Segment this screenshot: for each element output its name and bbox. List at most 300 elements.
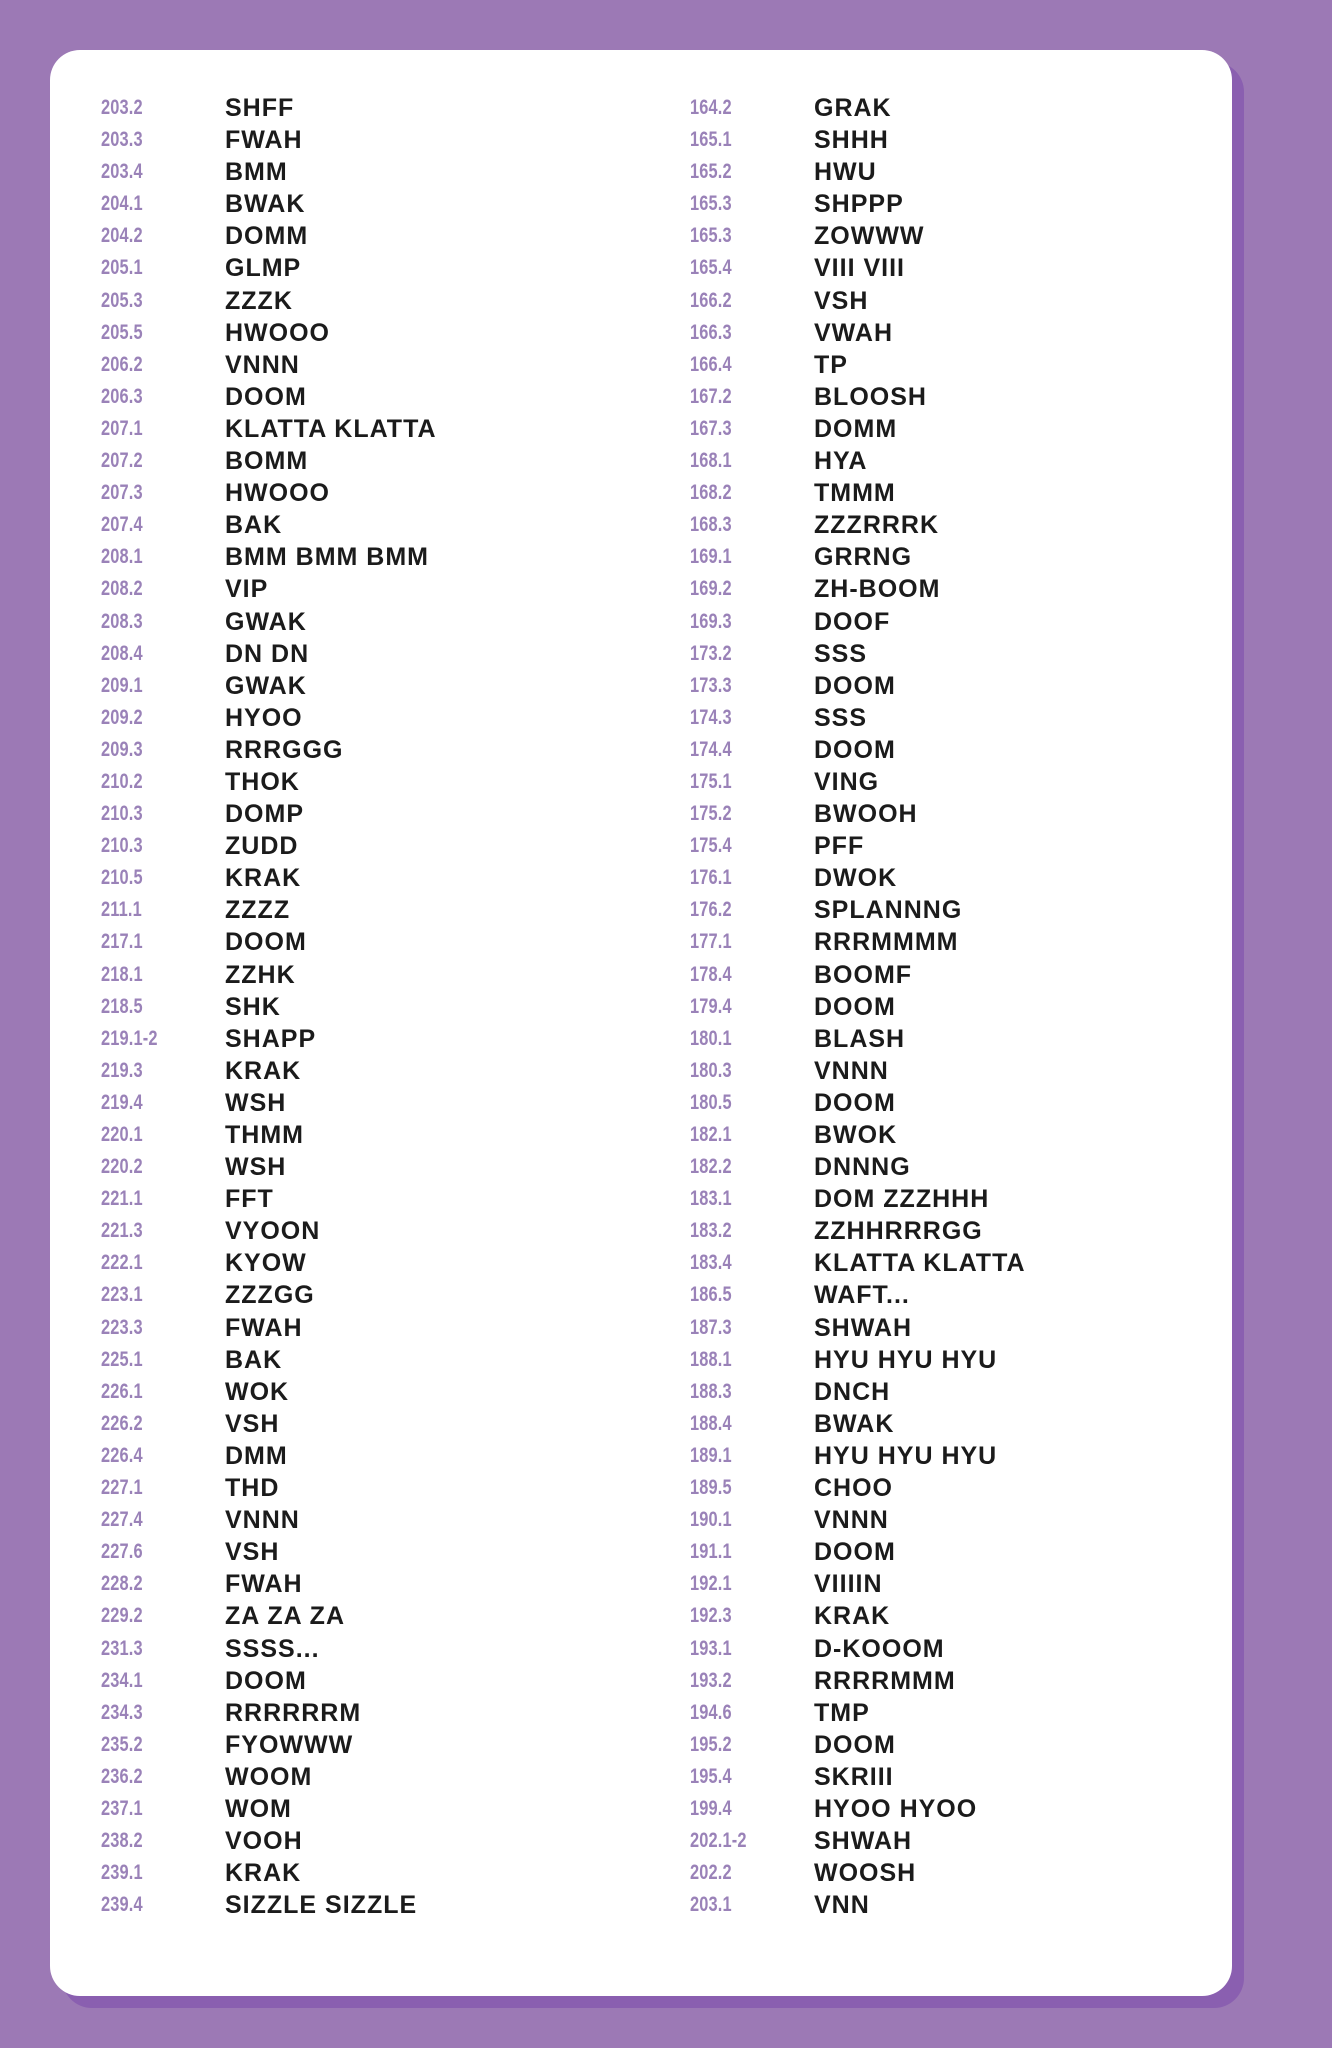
sfx-entry: [101, 1312, 621, 1344]
page-panel-ref: 176.1: [690, 866, 732, 890]
sfx-entry: [101, 1857, 621, 1889]
sfx-entry: [101, 1023, 621, 1055]
sfx-entry: [690, 1536, 1210, 1568]
sound-effect: HYU HYU HYU: [814, 1345, 998, 1374]
sfx-entry: [690, 1087, 1210, 1119]
sound-effect: WOM: [225, 1794, 292, 1823]
page-panel-ref: 168.2: [690, 481, 732, 505]
page-panel-ref: 173.3: [690, 673, 732, 697]
sfx-entry: [101, 477, 621, 509]
sfx-entry: [690, 381, 1210, 413]
sound-effect: WSH: [225, 1088, 287, 1117]
sfx-entry: [690, 606, 1210, 638]
page-panel-ref: 234.3: [101, 1700, 143, 1724]
sfx-entry: [101, 349, 621, 381]
page-panel-ref: 239.1: [101, 1861, 143, 1885]
page-panel-ref: 208.4: [101, 641, 143, 665]
page-panel-ref: 180.1: [690, 1026, 732, 1050]
sound-effect: TMP: [814, 1698, 870, 1727]
sfx-entry: [101, 1279, 621, 1311]
sound-effect: TP: [814, 350, 848, 379]
page-panel-ref: 208.2: [101, 577, 143, 601]
page-panel-ref: 169.2: [690, 577, 732, 601]
sfx-entry: [690, 1504, 1210, 1536]
sound-effect: BWAK: [814, 1409, 895, 1438]
sound-effect: BWOK: [814, 1121, 898, 1149]
page-panel-ref: 218.5: [101, 994, 143, 1018]
page-panel-ref: 166.3: [690, 320, 732, 344]
sound-effect: RRRRMMM: [814, 1666, 956, 1695]
page-panel-ref: 226.2: [101, 1411, 143, 1435]
page-panel-ref: 221.3: [101, 1219, 143, 1243]
sound-effect: SHHH: [814, 126, 889, 155]
sfx-entry: [101, 1055, 621, 1087]
sfx-entry: [690, 1761, 1210, 1793]
sound-effect: HWOOO: [225, 479, 330, 508]
sfx-entry: [690, 1312, 1210, 1344]
sound-effect: HWOOO: [225, 318, 330, 347]
sfx-entry: [690, 1793, 1210, 1825]
page-panel-ref: 194.6: [690, 1700, 732, 1724]
sound-effect: ZZZGG: [225, 1281, 315, 1310]
sfx-entry: [690, 1055, 1210, 1087]
page-panel-ref: 227.4: [101, 1508, 143, 1532]
page-panel-ref: 223.3: [101, 1315, 143, 1339]
page-panel-ref: 239.4: [101, 1893, 143, 1917]
page-panel-ref: 207.3: [101, 481, 143, 505]
sound-effect: WAFT...: [814, 1281, 910, 1310]
page-panel-ref: 188.1: [690, 1347, 732, 1371]
sound-effect: BAK: [225, 1345, 283, 1374]
sfx-entry: [101, 1665, 621, 1697]
sound-effect: VNNN: [814, 1506, 889, 1535]
sound-effect: DOOM: [814, 1538, 896, 1567]
page-panel-ref: 205.5: [101, 320, 143, 344]
sfx-entry: [690, 220, 1210, 252]
page-panel-ref: 222.1: [101, 1251, 143, 1275]
page-panel-ref: 168.1: [690, 449, 732, 473]
sound-effect: RRRRRRM: [225, 1698, 362, 1727]
page-panel-ref: 219.3: [101, 1058, 143, 1082]
sfx-entry: [690, 991, 1210, 1023]
sound-effect: SSS: [814, 639, 868, 668]
sfx-entry: [101, 1215, 621, 1247]
sfx-entry: [690, 638, 1210, 670]
sound-effect: KRAK: [814, 1602, 891, 1631]
sound-effect: DWOK: [814, 864, 898, 893]
page-panel-ref: 202.1-2: [690, 1829, 747, 1853]
sfx-entry: [101, 894, 621, 926]
page-panel-ref: 174.4: [690, 737, 732, 761]
sfx-entry: [690, 894, 1210, 926]
sfx-entry: [690, 445, 1210, 477]
page-panel-ref: 208.1: [101, 545, 143, 569]
sound-effect: BWAK: [225, 190, 306, 219]
page-panel-ref: 204.1: [101, 192, 143, 216]
page-panel-ref: 206.3: [101, 384, 143, 408]
sound-effect: VSH: [225, 1409, 280, 1438]
sfx-entry: [690, 734, 1210, 766]
sfx-entry: [690, 1665, 1210, 1697]
sound-effect: GRAK: [814, 94, 892, 122]
sound-effect: VIP: [225, 575, 269, 604]
sfx-entry: [690, 1568, 1210, 1600]
page-panel-ref: 234.1: [101, 1668, 143, 1692]
sfx-entry: [101, 766, 621, 798]
page-panel-ref: 203.1: [690, 1893, 732, 1917]
sfx-entry: [101, 1151, 621, 1183]
sfx-entry: [690, 766, 1210, 798]
sfx-entry: [690, 670, 1210, 702]
sound-effect: D-KOOOM: [814, 1634, 945, 1663]
page-panel-ref: 182.2: [690, 1155, 732, 1179]
page-panel-ref: 209.3: [101, 737, 143, 761]
page-panel-ref: 223.1: [101, 1283, 143, 1307]
sfx-entry: [690, 1344, 1210, 1376]
sound-effect: BOOMF: [814, 960, 913, 989]
sound-effect: ZZZRRRK: [814, 511, 940, 540]
page-panel-ref: 169.1: [690, 545, 732, 569]
page-panel-ref: 207.1: [101, 416, 143, 440]
sound-effect: KRAK: [225, 1056, 302, 1085]
sfx-entry: [101, 1247, 621, 1279]
sound-effect: FFT: [225, 1185, 274, 1214]
sfx-entry: [690, 702, 1210, 734]
page-panel-ref: 178.4: [690, 962, 732, 986]
page-panel-ref: 210.2: [101, 769, 143, 793]
page-panel-ref: 175.1: [690, 769, 732, 793]
sound-effect: ZUDD: [225, 832, 299, 861]
sfx-entry: [690, 1023, 1210, 1055]
sfx-entry: [690, 1825, 1210, 1857]
sfx-entry: [690, 188, 1210, 220]
page-panel-ref: 182.1: [690, 1123, 732, 1146]
sfx-entry: [101, 991, 621, 1023]
sound-effect: THMM: [225, 1121, 304, 1149]
sfx-entry: [101, 862, 621, 894]
sound-effect: FWAH: [225, 126, 303, 155]
sfx-entry: [690, 349, 1210, 381]
sound-effect: SSSS...: [225, 1634, 320, 1663]
page-panel-ref: 188.3: [690, 1379, 732, 1403]
sfx-entry: [101, 1889, 621, 1921]
sfx-entry: [690, 252, 1210, 284]
sfx-entry: [101, 220, 621, 252]
sfx-entry: [690, 1600, 1210, 1632]
page-panel-ref: 199.4: [690, 1796, 732, 1820]
page-panel-ref: 203.4: [101, 160, 143, 184]
page-panel-ref: 166.2: [690, 288, 732, 312]
sound-effect: SHWAH: [814, 1827, 913, 1856]
page-panel-ref: 210.3: [101, 834, 143, 858]
page-panel-ref: 209.1: [101, 673, 143, 697]
sfx-entry: [101, 1600, 621, 1632]
sfx-entry: [101, 670, 621, 702]
page-panel-ref: 226.4: [101, 1443, 143, 1467]
sound-effect: BLOOSH: [814, 382, 927, 411]
sound-effect: DOOM: [814, 671, 896, 700]
page-panel-ref: 189.1: [690, 1443, 732, 1467]
page-panel-ref: 227.6: [101, 1540, 143, 1564]
sound-effect: SSS: [814, 703, 868, 732]
sfx-entry: [101, 1697, 621, 1729]
sound-effect: BAK: [225, 511, 283, 540]
sfx-entry: [101, 1568, 621, 1600]
sound-effect: SIZZLE SIZZLE: [225, 1891, 418, 1920]
page-panel-ref: 237.1: [101, 1796, 143, 1820]
sfx-entry: [101, 1536, 621, 1568]
page-panel-ref: 179.4: [690, 994, 732, 1018]
sfx-entry: [690, 1633, 1210, 1665]
page-panel-ref: 175.4: [690, 834, 732, 858]
page-panel-ref: 206.2: [101, 352, 143, 376]
sound-effect: SHWAH: [814, 1313, 913, 1342]
sfx-entry: [101, 381, 621, 413]
page-panel-ref: 218.1: [101, 962, 143, 986]
page-panel-ref: 186.5: [690, 1283, 732, 1307]
page-panel-ref: 180.5: [690, 1090, 732, 1114]
page-panel-ref: 219.1-2: [101, 1026, 158, 1050]
page-panel-ref: 187.3: [690, 1315, 732, 1339]
page-panel-ref: 188.4: [690, 1411, 732, 1435]
left-column: [101, 92, 621, 1921]
sound-effect: DOOM: [814, 1088, 896, 1117]
page-panel-ref: 209.2: [101, 705, 143, 729]
page-panel-ref: 207.4: [101, 513, 143, 537]
sfx-entry: [101, 1119, 621, 1151]
sound-effect: VOOH: [225, 1827, 303, 1856]
sfx-entry: [101, 1793, 621, 1825]
page-panel-ref: 231.3: [101, 1636, 143, 1660]
sound-effect: RRRGGG: [225, 735, 344, 764]
page-panel-ref: 167.3: [690, 416, 732, 440]
sound-effect: TMMM: [814, 479, 896, 508]
sfx-entry: [101, 1633, 621, 1665]
sound-effect: ZZZK: [225, 286, 293, 315]
sound-effect: WOOM: [225, 1762, 313, 1791]
sfx-entry: [690, 1408, 1210, 1440]
sound-effect: WSH: [225, 1153, 287, 1182]
sound-effect: HYOO: [225, 703, 303, 732]
sfx-entry: [690, 1472, 1210, 1504]
sound-effect: VSH: [814, 286, 869, 315]
sound-effect: GWAK: [225, 607, 307, 636]
sound-effect: VNNN: [225, 350, 300, 379]
page-panel-ref: 220.1: [101, 1123, 143, 1146]
sfx-entry: [690, 92, 1210, 124]
sound-effect: GWAK: [225, 671, 307, 700]
page-panel-ref: 205.1: [101, 256, 143, 280]
page-panel-ref: 205.3: [101, 288, 143, 312]
glossary-card: [50, 50, 1232, 1996]
sfx-entry: [101, 413, 621, 445]
sound-effect: DOOM: [814, 1730, 896, 1759]
page-panel-ref: 166.4: [690, 352, 732, 376]
sfx-entry: [690, 1857, 1210, 1889]
sound-effect: DOMP: [225, 800, 304, 829]
page-panel-ref: 208.3: [101, 609, 143, 633]
sound-effect: VSH: [225, 1538, 280, 1567]
sfx-entry: [101, 606, 621, 638]
sfx-entry: [690, 1697, 1210, 1729]
sound-effect: FWAH: [225, 1313, 303, 1342]
sound-effect: HYU HYU HYU: [814, 1441, 998, 1470]
sfx-entry: [690, 573, 1210, 605]
sound-effect: DOM ZZZHHH: [814, 1185, 990, 1214]
sfx-entry: [690, 124, 1210, 156]
sfx-entry: [101, 1504, 621, 1536]
sfx-entry: [690, 477, 1210, 509]
sound-effect: CHOO: [814, 1474, 893, 1503]
sfx-entry: [690, 1247, 1210, 1279]
sound-effect: DMM: [225, 1441, 288, 1470]
page-panel-ref: 195.2: [690, 1732, 732, 1756]
sfx-entry: [101, 252, 621, 284]
page-panel-ref: 220.2: [101, 1155, 143, 1179]
sound-effect: WOK: [225, 1377, 290, 1406]
page-panel-ref: 217.1: [101, 930, 143, 954]
sfx-entry: [101, 1376, 621, 1408]
sfx-entry: [690, 509, 1210, 541]
page-panel-ref: 183.4: [690, 1251, 732, 1275]
sfx-entry: [101, 124, 621, 156]
page-panel-ref: 165.3: [690, 224, 732, 248]
page-panel-ref: 207.2: [101, 449, 143, 473]
sfx-entry: [690, 1151, 1210, 1183]
page-panel-ref: 235.2: [101, 1732, 143, 1756]
sound-effect: THOK: [225, 767, 300, 796]
sound-effect: VIIIIN: [814, 1570, 883, 1599]
sfx-entry: [690, 1119, 1210, 1151]
sfx-entry: [690, 285, 1210, 317]
sfx-entry: [101, 702, 621, 734]
sound-effect: KRAK: [225, 1859, 302, 1888]
sfx-entry: [101, 798, 621, 830]
sound-effect: DOOF: [814, 607, 891, 636]
sfx-entry: [101, 1087, 621, 1119]
sound-effect: DNNNG: [814, 1153, 911, 1182]
sfx-entry: [101, 573, 621, 605]
sfx-entry: [101, 1408, 621, 1440]
page-panel-ref: 165.2: [690, 160, 732, 184]
page-panel-ref: 175.2: [690, 802, 732, 826]
page-panel-ref: 203.3: [101, 128, 143, 152]
page-panel-ref: 229.2: [101, 1604, 143, 1628]
sound-effect: BOMM: [225, 447, 309, 476]
sound-effect: DOOM: [225, 928, 307, 957]
page-panel-ref: 165.1: [690, 128, 732, 152]
page-panel-ref: 190.1: [690, 1508, 732, 1532]
sound-effect: SHPPP: [814, 190, 904, 219]
sound-effect: KLATTA KLATTA: [225, 414, 437, 443]
sound-effect: SHFF: [225, 94, 295, 122]
page-panel-ref: 192.3: [690, 1604, 732, 1628]
page-panel-ref: 164.2: [690, 96, 732, 119]
page-panel-ref: 173.2: [690, 641, 732, 665]
page-panel-ref: 210.3: [101, 802, 143, 826]
sfx-entry: [690, 541, 1210, 573]
sound-effect: ZZHK: [225, 960, 296, 989]
page-panel-ref: 236.2: [101, 1764, 143, 1788]
sfx-entry: [690, 798, 1210, 830]
sound-effect: VIII VIII: [814, 254, 905, 283]
page-panel-ref: 203.2: [101, 96, 143, 119]
sound-effect: SHAPP: [225, 1024, 317, 1053]
sfx-entry: [101, 1183, 621, 1215]
page-panel-ref: 174.3: [690, 705, 732, 729]
page-panel-ref: 228.2: [101, 1572, 143, 1596]
sfx-entry: [101, 541, 621, 573]
sfx-entry: [101, 1761, 621, 1793]
page-panel-ref: 169.3: [690, 609, 732, 633]
sound-effect: BMM BMM BMM: [225, 543, 430, 572]
page-panel-ref: 177.1: [690, 930, 732, 954]
page-panel-ref: 226.1: [101, 1379, 143, 1403]
sound-effect: ZH-BOOM: [814, 575, 941, 604]
sfx-entry: [101, 156, 621, 188]
sound-effect: ZZHHRRRGG: [814, 1217, 983, 1246]
sound-effect: SPLANNNG: [814, 896, 963, 925]
page-panel-ref: 165.4: [690, 256, 732, 280]
sfx-entry: [101, 285, 621, 317]
sound-effect: VNNN: [225, 1506, 300, 1535]
sfx-entry: [101, 1825, 621, 1857]
sfx-entry: [690, 1215, 1210, 1247]
sfx-entry: [101, 188, 621, 220]
sound-effect: WOOSH: [814, 1859, 917, 1888]
page-panel-ref: 168.3: [690, 513, 732, 537]
sfx-entry: [101, 1729, 621, 1761]
page-panel-ref: 221.1: [101, 1187, 143, 1211]
sfx-entry: [690, 1279, 1210, 1311]
page-panel-ref: 219.4: [101, 1090, 143, 1114]
sound-effect: VNN: [814, 1891, 870, 1920]
sound-effect: ZZZZ: [225, 896, 291, 925]
right-column: [690, 92, 1210, 1921]
sound-effect: SHK: [225, 992, 281, 1021]
sfx-entry: [690, 1729, 1210, 1761]
sound-effect: GLMP: [225, 254, 302, 283]
sfx-entry: [690, 1183, 1210, 1215]
sound-effect: DOMM: [814, 414, 898, 443]
sfx-entry: [690, 926, 1210, 958]
page-panel-ref: 227.1: [101, 1476, 143, 1500]
sound-effect: KLATTA KLATTA: [814, 1249, 1026, 1278]
sound-effect: ZOWWW: [814, 222, 925, 251]
sfx-entry: [101, 734, 621, 766]
page-panel-ref: 191.1: [690, 1540, 732, 1564]
sound-effect: DOOM: [225, 382, 307, 411]
page-panel-ref: 183.2: [690, 1219, 732, 1243]
page-panel-ref: 202.2: [690, 1861, 732, 1885]
sound-effect: THD: [225, 1474, 280, 1503]
sound-effect: KRAK: [225, 864, 302, 893]
page-panel-ref: 238.2: [101, 1829, 143, 1853]
sound-effect: VING: [814, 767, 880, 796]
sound-effect: VNNN: [814, 1056, 889, 1085]
sound-effect: BWOOH: [814, 800, 918, 829]
sound-effect: DOOM: [814, 735, 896, 764]
sfx-entry: [101, 1472, 621, 1504]
sound-effect: KYOW: [225, 1249, 307, 1278]
sound-effect: DNCH: [814, 1377, 891, 1406]
sfx-entry: [690, 156, 1210, 188]
sound-effect: PFF: [814, 832, 865, 861]
sound-effect: HWU: [814, 158, 877, 187]
sfx-entry: [101, 445, 621, 477]
sfx-entry: [690, 1440, 1210, 1472]
sound-effect: HYA: [814, 447, 868, 476]
